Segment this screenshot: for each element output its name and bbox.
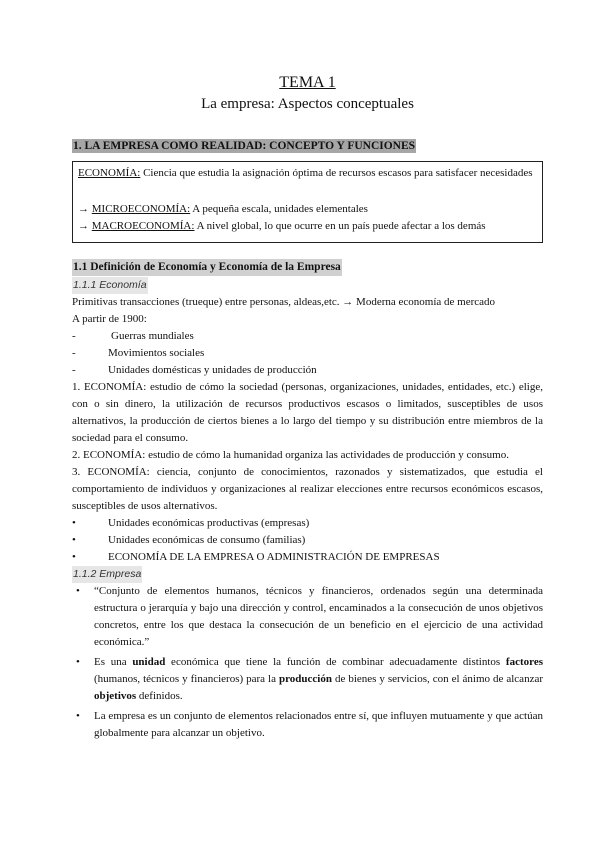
doc-title: TEMA 1: [279, 74, 336, 91]
bullet-icon: •: [72, 534, 76, 546]
list-item-text: Unidades económicas productivas (empresas): [108, 517, 310, 529]
list-item: [72, 532, 543, 549]
list-item-text: Unidades económicas de consumo (familias): [108, 534, 306, 546]
dash-marker: -: [72, 330, 76, 342]
list-item-text: ECONOMÍA DE LA EMPRESA O ADMINISTRACIÓN DE EMPRESAS: [108, 551, 440, 563]
bullet-icon: •: [76, 710, 80, 722]
arrow-icon: →: [78, 220, 92, 232]
section-heading-1: 1. LA EMPRESA COMO REALIDAD: CONCEPTO Y FUNCIONES: [73, 140, 416, 152]
economia-definition: [78, 167, 533, 179]
list-item: [72, 654, 543, 705]
definition-1: 1. ECONOMÍA: estudio de cómo la sociedad (personas, organizaciones, unidades, entidades, etc.) elige, con o sin dinero, la utilización de recursos productivos escasos o limitados, susceptibles de usos alternativos, la producción de ciertos bienes a lo largo del tiempo y su distribución entre miembros de la sociedad para el consumo.: [72, 381, 543, 444]
bullet-icon: •: [76, 585, 80, 597]
term: MACROECONOMÍA:: [91, 220, 195, 232]
dash-marker: -: [72, 347, 76, 359]
term: MICROECONOMÍA:: [91, 203, 191, 215]
arrow-icon: →: [78, 203, 92, 215]
micro-definition: [78, 203, 368, 215]
economia-content: [72, 294, 543, 566]
list-item: [72, 345, 543, 362]
macro-definition: [78, 220, 486, 232]
dash-marker: -: [72, 364, 76, 376]
definition-3: 3. ECONOMÍA: ciencia, conjunto de conocimientos, razonados y sistematizados, que estudia el comportamiento de individuos y organizaciones al realizar elecciones entre recursos económicos escasos, susceptibles de usos alternativos.: [72, 466, 543, 512]
doc-subtitle: La empresa: Aspectos conceptuales: [201, 96, 414, 112]
list-item-text: Unidades domésticas y unidades de producción: [108, 364, 317, 376]
list-item: [72, 362, 543, 379]
bullet-icon: •: [76, 656, 80, 668]
bullet-icon: •: [72, 517, 76, 529]
list-item-text: Guerras mundiales: [111, 330, 194, 342]
list-item: [72, 583, 543, 651]
list-item-text: Movimientos sociales: [108, 347, 205, 359]
term: ECONOMÍA:: [78, 167, 141, 179]
list-item: [72, 549, 543, 566]
empresa-content: [72, 583, 543, 742]
paragraph: Primitivas transacciones (trueque) entre personas, aldeas,etc. → Moderna economía de mercado: [72, 296, 496, 308]
bullet-icon: •: [72, 551, 76, 563]
section-heading-1-1: 1.1 Definición de Economía y Economía de la Empresa: [72, 259, 342, 276]
body-content: [72, 259, 543, 742]
list-item: [72, 515, 543, 532]
list-item-text: La empresa es un conjunto de elementos relacionados entre sí, que influyen mutuamente y que actúan globalmente para alcanzar un objetivo.: [94, 710, 543, 739]
subsection-heading-economia: 1.1.1 Economía: [72, 277, 148, 294]
list-item-text: Es una unidad económica que tiene la función de combinar adecuadamente distintos factores (humanos, técnicos y financieros) para la producción de bienes y servicios, con el ánimo de alcanzar objetivos definidos.: [94, 656, 543, 702]
list-item-text: “Conjunto de elementos humanos, técnicos y financieros, ordenados según una determinada estructura o jerarquía y bajo una dirección y control, encaminados a la consecución de unos objetivos concretos, entre los que destaca la consecución de un beneficio en el ejercicio de una actividad económica.”: [94, 585, 543, 648]
list-item: [72, 708, 543, 742]
definition-2: 2. ECONOMÍA: estudio de cómo la humanidad organiza las actividades de producción y consumo.: [72, 449, 509, 461]
definitions-box: [72, 161, 543, 243]
paragraph: A partir de 1900:: [72, 313, 147, 325]
definition: A nivel global, lo que ocurre en un país puede afectar a los demás: [194, 220, 486, 232]
subsection-heading-empresa: 1.1.2 Empresa: [72, 566, 142, 583]
definition: A pequeña escala, unidades elementales: [190, 203, 368, 215]
list-item: [72, 328, 543, 345]
definition: Ciencia que estudia la asignación óptima de recursos escasos para satisfacer necesidades: [140, 167, 533, 179]
